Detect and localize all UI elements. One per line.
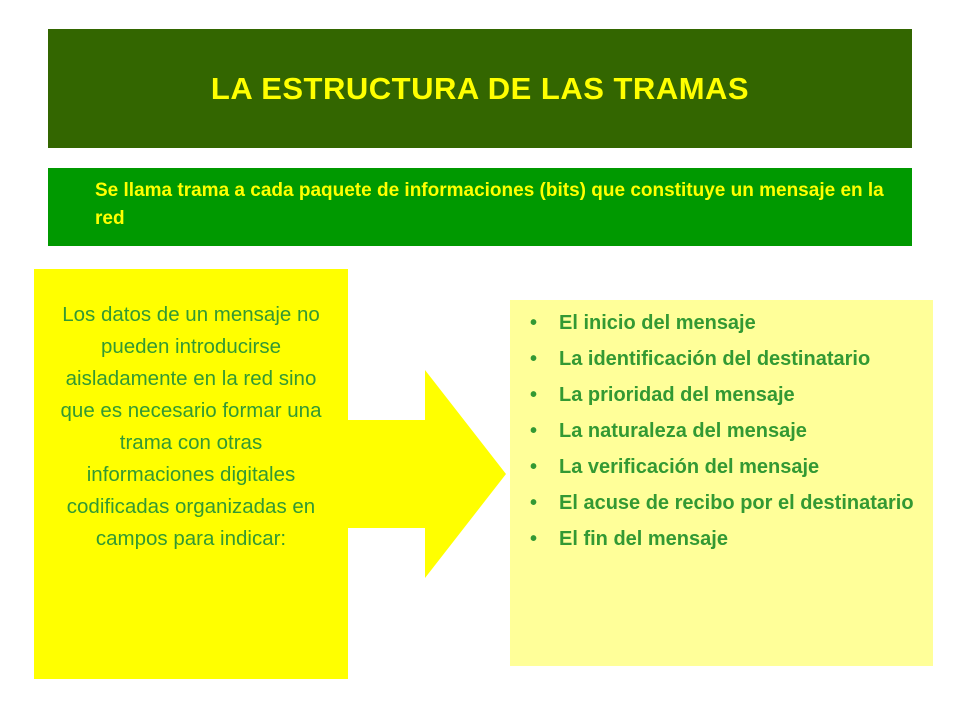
definition-text: Se llama trama a cada paquete de informaciones (bits) que constituye un mensaje en la red xyxy=(95,180,884,229)
slide-title: LA ESTRUCTURA DE LAS TRAMAS xyxy=(210,70,750,106)
list-item xyxy=(520,418,920,444)
list-item-label: La verificación del mensaje xyxy=(559,456,820,478)
list-item-label: El inicio del mensaje xyxy=(559,312,756,334)
list-item xyxy=(520,526,920,552)
list-item xyxy=(520,346,920,372)
list-item-label: El acuse de recibo por el destinatario xyxy=(559,492,914,514)
right-arrow-icon xyxy=(348,370,506,578)
bullet-icon: • xyxy=(530,420,538,442)
bullet-icon: • xyxy=(530,312,538,334)
list-item xyxy=(520,454,920,480)
list-item xyxy=(520,490,920,516)
bullet-icon: • xyxy=(530,384,538,406)
right-list-box xyxy=(510,300,933,666)
left-box-text: Los datos de un mensaje no pueden introducirse aisladamente en la red sino que es necesario formar una trama con otras informaciones digitales codificadas organizadas en campos para indicar: xyxy=(60,303,322,550)
list-item-label: La prioridad del mensaje xyxy=(559,384,795,406)
list-item-label: El fin del mensaje xyxy=(559,528,728,550)
bullet-icon: • xyxy=(530,348,538,370)
bullet-icon: • xyxy=(530,456,538,478)
list-item xyxy=(520,382,920,408)
bullet-icon: • xyxy=(530,528,538,550)
list-item-label: La identificación del destinatario xyxy=(559,348,871,370)
list-item xyxy=(520,310,920,336)
left-info-box xyxy=(34,269,348,679)
list-item-label: La naturaleza del mensaje xyxy=(559,420,807,442)
bullet-icon: • xyxy=(530,492,538,514)
field-list xyxy=(520,310,920,562)
